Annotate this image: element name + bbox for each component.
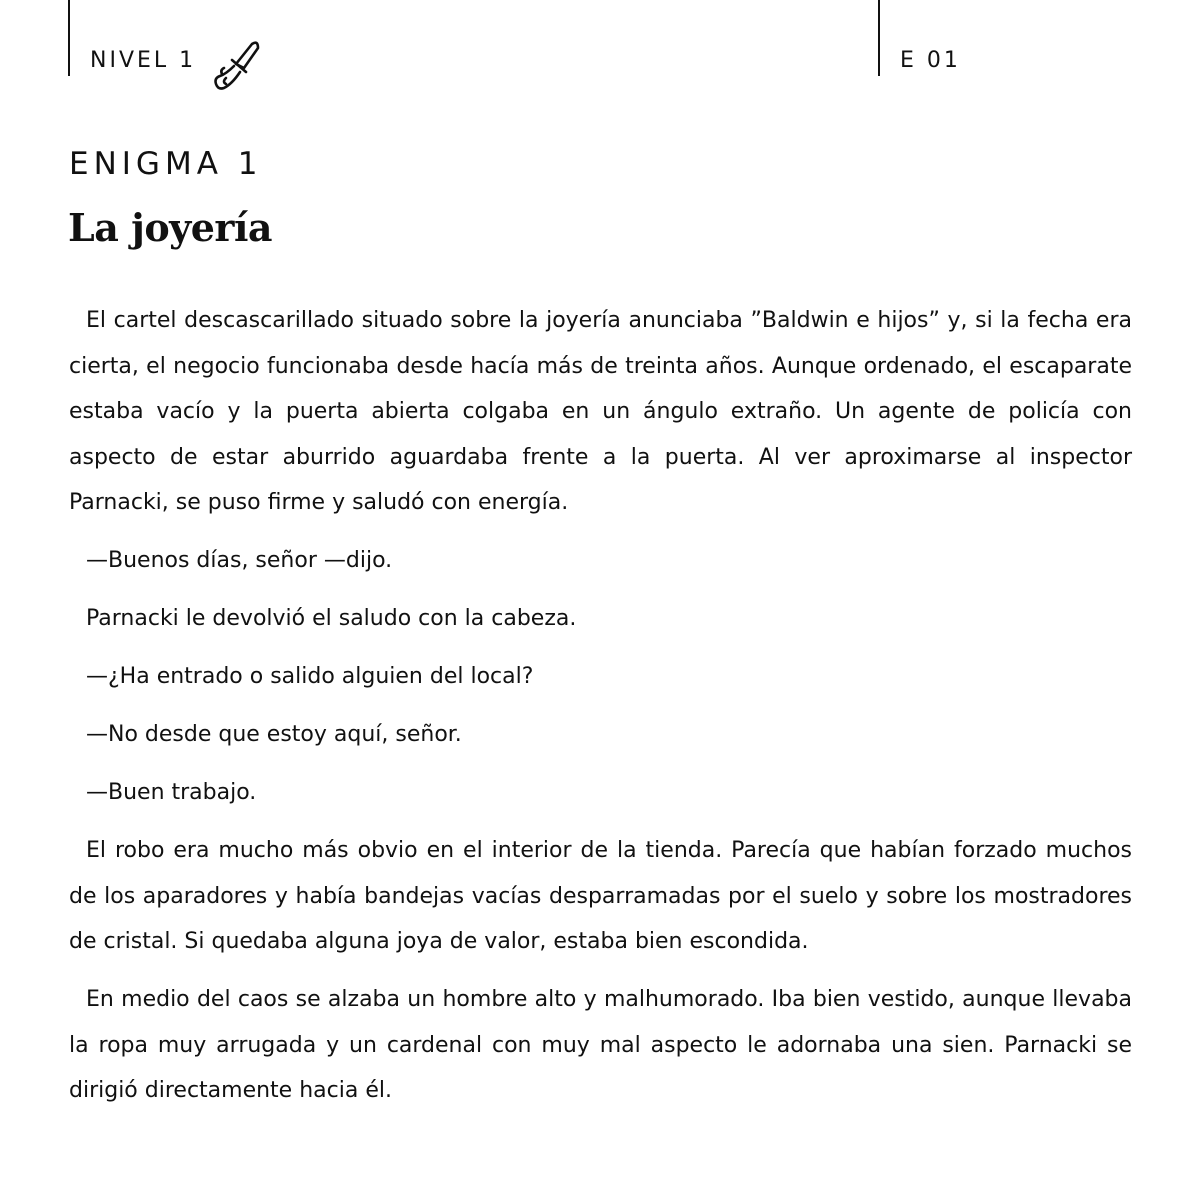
paragraph: —Buen trabajo. bbox=[86, 780, 257, 805]
paragraph: Parnacki le devolvió el saludo con la cabeza. bbox=[86, 606, 577, 631]
episode-label: E 01 bbox=[900, 48, 961, 73]
level-label: NIVEL 1 bbox=[90, 48, 197, 73]
knife-icon bbox=[206, 38, 262, 94]
enigma-number: ENIGMA 1 bbox=[69, 146, 263, 182]
header-right-rule bbox=[878, 0, 880, 76]
chapter-title: La joyería bbox=[68, 205, 272, 250]
paragraph: —Buenos días, señor —dijo. bbox=[86, 548, 393, 573]
paragraph: —¿Ha entrado o salido alguien del local? bbox=[86, 664, 534, 689]
paragraph: El cartel descascarillado situado sobre la joyería anunciaba ”Baldwin e hijos” y, si la fecha era cierta, el negocio funcionaba desde hacía más de treinta años. Aunque ordenado, el escaparate estaba vacío y la puerta abierta colgaba en un ángulo extraño. Un agente de policía con aspecto de estar aburrido aguardaba frente a la puerta. Al ver aproximarse al inspector Parnacki, se puso firme y saludó con energía. bbox=[69, 308, 1132, 515]
paragraph: El robo era mucho más obvio en el interior de la tienda. Parecía que habían forzado muchos de los aparadores y había bandejas vacías desparramadas por el suelo y sobre los mostradores de cristal. Si quedaba alguna joya de valor, estaba bien escondida. bbox=[69, 838, 1132, 954]
story-text bbox=[69, 298, 1132, 1126]
paragraph: En medio del caos se alzaba un hombre alto y malhumorado. Iba bien vestido, aunque llevaba la ropa muy arrugada y un cardenal con muy mal aspecto le adornaba una sien. Parnacki se dirigió directamente hacia él. bbox=[69, 987, 1132, 1103]
paragraph: —No desde que estoy aquí, señor. bbox=[86, 722, 462, 747]
header-left-rule bbox=[68, 0, 70, 76]
